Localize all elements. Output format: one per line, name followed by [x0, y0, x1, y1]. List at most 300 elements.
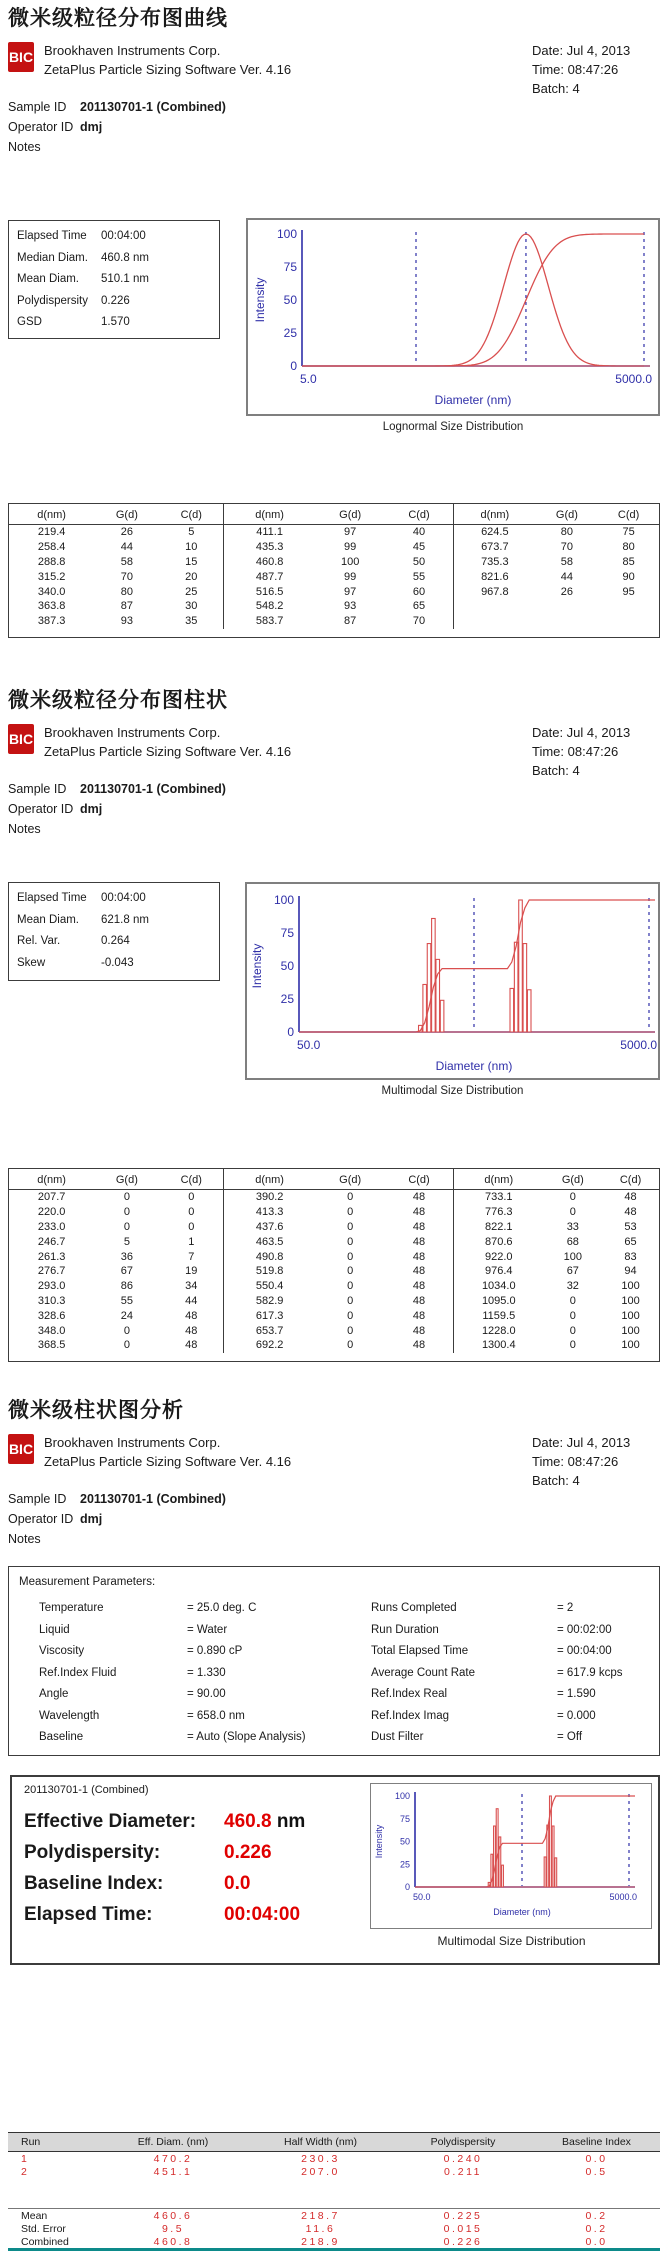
column-header: C(d) [602, 1169, 659, 1190]
cell: Std. Error [21, 2222, 66, 2235]
cell: 733.1 [485, 1191, 513, 1204]
cell: 99 [344, 541, 357, 554]
table-row [454, 1249, 659, 1264]
sample-id-label: Sample ID [8, 782, 67, 796]
cell: 735.3 [481, 555, 509, 568]
cell: 55 [120, 1294, 133, 1307]
table-row [9, 555, 223, 570]
operator-id-label: Operator ID [8, 120, 74, 134]
parameter-label: Runs Completed [371, 1602, 457, 1614]
table-row [454, 1205, 659, 1220]
table-row [454, 1220, 659, 1235]
multimodal-mini-chart [371, 1784, 651, 1928]
section-title-analysis: 微米级柱状图分析 [8, 1399, 184, 1422]
stat-label: Polydispersity [17, 294, 88, 307]
parameter-value: = 2 [557, 1602, 574, 1614]
company-name: Brookhaven Instruments Corp. [44, 725, 221, 740]
column-header: G(d) [94, 504, 159, 525]
cell: 1 [188, 1235, 195, 1248]
y-tick-label: 50 [283, 293, 297, 308]
section-title-histogram: 微米级粒径分布图柱状 [8, 689, 228, 712]
stat-row [9, 890, 219, 912]
cell: 1228.0 [481, 1324, 516, 1337]
cell: 44 [560, 570, 574, 583]
cell: 60 [412, 585, 426, 598]
cell: 48 [412, 1250, 426, 1263]
table-row [454, 1264, 659, 1279]
parameter-label: Ref.Index Imag [371, 1709, 449, 1722]
lognormal-chart-frame [246, 218, 660, 416]
cell: 463.5 [255, 1235, 284, 1248]
report-batch: Batch: 4 [532, 81, 580, 96]
y-tick-label: 100 [276, 227, 297, 242]
cell: 48 [412, 1339, 426, 1352]
operator-id-value: dmj [80, 120, 103, 134]
column-header: d(nm) [9, 1169, 94, 1190]
parameter-row [39, 1599, 339, 1621]
report-time: Time: 08:47:26 [532, 62, 619, 77]
result-value [224, 1811, 305, 1833]
cell: 68 [566, 1235, 579, 1248]
stat-label: Elapsed Time [17, 230, 87, 242]
cell: 0 [188, 1191, 195, 1204]
cell: 0.225 [393, 2209, 533, 2223]
cell: 0 [569, 1339, 576, 1352]
cell: 363.8 [37, 600, 66, 613]
parameter-row [39, 1621, 339, 1643]
cell: 0.226 [393, 2235, 533, 2250]
cell: 0 [347, 1324, 354, 1337]
column-header: Run [8, 2133, 98, 2152]
cell: 65 [412, 600, 426, 613]
column-header: d(nm) [224, 504, 315, 525]
column-header: C(d) [160, 1169, 223, 1190]
run-table-header-row [8, 2133, 660, 2152]
stat-label: Rel. Var. [17, 935, 61, 947]
stat-row [9, 271, 219, 293]
cell: 10 [185, 541, 198, 554]
cell: 922.0 [485, 1250, 513, 1263]
cell: 85 [622, 555, 635, 568]
column-header: C(d) [385, 504, 453, 525]
cell: 673.7 [481, 541, 509, 554]
histogram-bar [494, 1826, 496, 1887]
cell: 583.7 [255, 615, 284, 628]
histogram-bar [552, 1826, 554, 1887]
cell: 34 [185, 1280, 198, 1293]
cell: 0.240 [443, 2152, 483, 2165]
size-table-header-row [9, 504, 223, 525]
cell: 1034.0 [481, 1280, 516, 1293]
cell: 0 [347, 1220, 354, 1233]
column-header: G(d) [315, 1169, 385, 1190]
cell: Combined [8, 2235, 98, 2250]
column-header: C(d) [385, 1169, 453, 1190]
cell: 368.5 [37, 1339, 66, 1352]
stats-box-lognormal [8, 220, 220, 339]
cell: 692.2 [255, 1339, 284, 1352]
table-row [9, 1234, 223, 1249]
x-tick-label-min: 50.0 [413, 1892, 431, 1902]
size-table-group [9, 504, 223, 629]
multimodal-chart-frame [245, 882, 660, 1080]
distribution-curve [302, 234, 644, 366]
cell: 288.8 [37, 555, 66, 568]
cell: 967.8 [481, 585, 509, 598]
operator-id-value: dmj [80, 1512, 103, 1526]
column-header: d(nm) [454, 504, 536, 525]
x-tick-label-max: 5000.0 [609, 1892, 637, 1902]
summary-row [8, 2222, 660, 2235]
bic-logo: BIC [8, 724, 34, 754]
cell: 822.1 [485, 1220, 513, 1233]
cell: 246.7 [37, 1235, 66, 1248]
table-row [224, 540, 453, 555]
cell: 776.3 [485, 1206, 513, 1219]
parameter-row [39, 1685, 339, 1707]
parameters-right-column [371, 1599, 661, 1750]
cell: 0 [123, 1206, 130, 1219]
cell: 97 [344, 585, 357, 598]
cell: 67 [566, 1265, 579, 1278]
y-axis-label: Intensity [374, 1824, 384, 1859]
histogram-bar [496, 1809, 498, 1887]
table-row [9, 1264, 223, 1279]
histogram-bar [440, 1000, 444, 1032]
cell: 0 [347, 1294, 354, 1307]
cell: 5 [188, 526, 195, 539]
parameter-label: Total Elapsed Time [371, 1645, 469, 1657]
histogram-bar [527, 990, 531, 1032]
column-header: d(nm) [454, 1169, 544, 1190]
report-header-2 [0, 723, 668, 843]
cell: 516.5 [255, 585, 284, 598]
cell: 48 [412, 1280, 426, 1293]
cell: 70 [560, 541, 574, 554]
cell: 490.8 [255, 1250, 284, 1263]
parameter-row [371, 1599, 661, 1621]
table-row [454, 555, 659, 570]
cell: 48 [412, 1191, 426, 1204]
table-row [454, 584, 659, 599]
stat-value: -0.043 [101, 956, 134, 969]
cell: 30 [185, 600, 198, 613]
cell: 48 [412, 1235, 426, 1248]
table-row [224, 569, 453, 584]
column-header: Half Width (nm) [248, 2133, 393, 2152]
cell: 55 [412, 570, 426, 583]
cell: 100 [563, 1250, 582, 1263]
parameter-value: = 1.330 [187, 1666, 226, 1679]
cell: 67 [120, 1265, 133, 1278]
result-number: 0.226 [224, 1842, 272, 1863]
result-number: 00:04:00 [224, 1904, 301, 1925]
cell: 48 [412, 1294, 426, 1307]
parameter-label: Average Count Rate [371, 1666, 475, 1679]
multimodal-chart-caption: Multimodal Size Distribution [381, 1085, 524, 1097]
cell: 413.3 [255, 1206, 284, 1219]
sample-id-value: 201130701-1 (Combined) [80, 782, 226, 796]
x-axis-label: Diameter (nm) [435, 1059, 513, 1073]
cell: 1095.0 [481, 1294, 516, 1307]
parameter-value: = 1.590 [557, 1688, 596, 1700]
cell: 435.3 [255, 541, 284, 554]
cell: 50 [412, 555, 426, 568]
notes-label: Notes [8, 822, 41, 836]
table-row [9, 1279, 223, 1294]
stat-label: Mean Diam. [17, 913, 79, 926]
stat-value: 00:04:00 [101, 230, 146, 242]
size-table-multimodal [8, 1168, 660, 1362]
operator-id-value: dmj [80, 802, 103, 816]
cell: 90 [622, 570, 635, 583]
cell: 470.2 [153, 2152, 193, 2165]
y-tick-label: 100 [394, 1791, 410, 1802]
table-row [454, 1308, 659, 1323]
parameter-value: = 0.000 [557, 1709, 596, 1722]
size-table-group [223, 1169, 453, 1353]
stat-row [9, 955, 219, 977]
size-table-group [223, 504, 453, 629]
cell: 86 [120, 1280, 133, 1293]
cell: 48 [624, 1191, 637, 1204]
parameter-label: Baseline [39, 1731, 84, 1743]
table-row [224, 1294, 453, 1309]
cell: 340.0 [37, 585, 66, 598]
cell: 328.6 [37, 1309, 66, 1322]
parameters-left-column [39, 1599, 339, 1750]
table-row [9, 1205, 223, 1220]
result-unit: nm [271, 1811, 306, 1832]
cell: 48 [185, 1309, 198, 1322]
cell: 207.7 [37, 1191, 66, 1204]
cell: 0 [569, 1324, 576, 1337]
run-summary-table [8, 2132, 660, 2251]
cell: 1 [21, 2152, 30, 2165]
table-row [224, 1205, 453, 1220]
mini-chart-caption: Multimodal Size Distribution [437, 1934, 586, 1948]
cumulative-curve [299, 900, 655, 1032]
cell: 32 [566, 1280, 579, 1293]
cell: 19 [185, 1265, 198, 1278]
multimodal-size-distribution-chart [247, 884, 658, 1078]
cell: 460.6 [98, 2209, 248, 2223]
software-version: ZetaPlus Particle Sizing Software Ver. 4.16 [44, 1454, 292, 1469]
cell: 44 [185, 1294, 198, 1307]
cell: 100 [621, 1309, 640, 1322]
cell: 15 [185, 555, 198, 568]
table-row [9, 1294, 223, 1309]
y-tick-label: 0 [404, 1882, 410, 1893]
cell: 94 [624, 1265, 637, 1278]
sample-id-value: 201130701-1 (Combined) [80, 1492, 226, 1506]
column-header: Baseline Index [533, 2133, 660, 2152]
x-axis-label: Diameter (nm) [434, 393, 512, 407]
cell: 48 [185, 1324, 198, 1337]
column-header: G(d) [536, 504, 599, 525]
cumulative-curve [302, 234, 644, 366]
size-table-header-row [454, 1169, 659, 1190]
cell: 0 [569, 1191, 576, 1204]
cell: 36 [120, 1250, 133, 1263]
cell: 0 [347, 1339, 354, 1352]
table-row [224, 599, 453, 614]
histogram-bar [499, 1837, 501, 1887]
x-tick-label-max: 5000.0 [620, 1038, 657, 1052]
stat-label: GSD [17, 316, 42, 328]
stat-value: 00:04:00 [101, 892, 146, 904]
cell: 20 [185, 570, 198, 583]
result-label: Baseline Index: [24, 1873, 164, 1894]
table-row [9, 584, 223, 599]
cell: 0 [347, 1191, 354, 1204]
cell: 70 [120, 570, 133, 583]
table-row [454, 1279, 659, 1294]
cell: 45 [412, 541, 426, 554]
cell: 80 [560, 526, 574, 539]
histogram-bar [436, 959, 440, 1032]
cell: 0.5 [585, 2165, 608, 2178]
stat-row [9, 228, 219, 250]
table-row [9, 569, 223, 584]
report-header-1 [0, 41, 668, 161]
result-value [224, 1904, 300, 1926]
lognormal-size-distribution-chart [248, 220, 658, 414]
cell: 0 [569, 1309, 576, 1322]
cell: 97 [344, 526, 357, 539]
cell: 411.1 [256, 526, 283, 539]
column-header: G(d) [544, 1169, 603, 1190]
cell: 0 [347, 1235, 354, 1248]
sample-id-label: Sample ID [8, 1492, 67, 1506]
size-table-group [9, 1169, 223, 1353]
cell: 276.7 [37, 1265, 66, 1278]
parameter-row [371, 1664, 661, 1686]
sample-id-label: Sample ID [8, 100, 67, 114]
cell: 821.6 [481, 570, 509, 583]
run-row [8, 2152, 660, 2166]
cell: 519.8 [255, 1265, 284, 1278]
cell: 582.9 [255, 1294, 284, 1307]
table-row [224, 1234, 453, 1249]
table-row [454, 1323, 659, 1338]
company-name: Brookhaven Instruments Corp. [44, 1435, 221, 1450]
stat-row [9, 250, 219, 272]
stat-label: Skew [17, 956, 46, 969]
histogram-bar [514, 942, 518, 1032]
cell: 0.0 [585, 2152, 608, 2165]
table-row [224, 1190, 453, 1205]
report-header-3 [0, 1433, 668, 1553]
stat-label: Mean Diam. [17, 273, 79, 285]
cell: 100 [621, 1294, 640, 1307]
cell: 653.7 [255, 1324, 284, 1337]
table-row [224, 1308, 453, 1323]
cell: 87 [120, 600, 133, 613]
cell: 261.3 [37, 1250, 66, 1263]
histogram-bar [544, 1857, 546, 1887]
cell: 93 [344, 600, 357, 613]
parameter-label: Wavelength [39, 1709, 100, 1722]
parameter-label: Run Duration [371, 1623, 439, 1636]
table-row [9, 1220, 223, 1235]
results-sample-id: 201130701-1 (Combined) [24, 1784, 149, 1796]
cell: 70 [412, 615, 426, 628]
cell: 348.0 [37, 1324, 66, 1337]
cell: 5 [123, 1235, 130, 1248]
y-tick-label: 0 [287, 1025, 294, 1040]
report-batch: Batch: 4 [532, 1473, 580, 1488]
parameter-label: Temperature [39, 1602, 104, 1614]
table-row [9, 599, 223, 614]
cell: 48 [624, 1206, 637, 1219]
result-number: 460.8 [224, 1811, 272, 1832]
table-row [9, 1338, 223, 1353]
size-table-group [453, 1169, 659, 1353]
parameter-row [371, 1621, 661, 1643]
result-value [224, 1873, 250, 1895]
result-label: Polydispersity: [24, 1842, 161, 1863]
cell: 437.6 [255, 1220, 284, 1233]
cell: 1300.4 [481, 1339, 516, 1352]
table-row [9, 540, 223, 555]
cell: 624.5 [481, 526, 509, 539]
y-tick-label: 75 [399, 1813, 410, 1824]
cell: 870.6 [485, 1235, 513, 1248]
histogram-bar [502, 1865, 504, 1887]
report-date: Date: Jul 4, 2013 [532, 43, 631, 58]
results-box [10, 1775, 660, 1965]
table-row [224, 1338, 453, 1353]
table-row [9, 1190, 223, 1205]
table-row [454, 1190, 659, 1205]
cell: 99 [344, 570, 357, 583]
cell: 33 [566, 1220, 579, 1233]
cell: 390.2 [255, 1191, 284, 1204]
stat-row [9, 933, 219, 955]
parameter-value: = 0.890 cP [187, 1645, 243, 1657]
cell: 2 [21, 2165, 30, 2178]
parameter-value: = 00:02:00 [557, 1623, 612, 1636]
cell: 48 [412, 1206, 426, 1219]
column-header: C(d) [160, 504, 223, 525]
stat-row [9, 314, 219, 336]
cell: 0.015 [443, 2222, 483, 2235]
cell: 258.4 [37, 541, 66, 554]
table-row [224, 555, 453, 570]
cell: 0.2 [585, 2222, 608, 2235]
x-tick-label-min: 5.0 [300, 372, 317, 386]
table-row [9, 614, 223, 629]
y-tick-label: 0 [290, 359, 297, 374]
cell: 1159.5 [482, 1309, 516, 1322]
stat-value: 0.264 [101, 935, 130, 947]
notes-label: Notes [8, 1532, 41, 1546]
parameter-row [371, 1707, 661, 1729]
cell: 387.3 [37, 615, 66, 628]
cell: 80 [120, 585, 133, 598]
measurement-parameters-box [8, 1566, 660, 1756]
histogram-bar [547, 1825, 549, 1887]
cell: 617.3 [255, 1309, 284, 1322]
cell: 310.3 [37, 1294, 66, 1307]
cell: 65 [624, 1235, 637, 1248]
cell: 83 [624, 1250, 637, 1263]
measurement-parameters-title: Measurement Parameters: [19, 1576, 156, 1588]
column-header: Eff. Diam. (nm) [98, 2133, 248, 2152]
parameter-label: Liquid [39, 1623, 70, 1636]
table-row [454, 1234, 659, 1249]
